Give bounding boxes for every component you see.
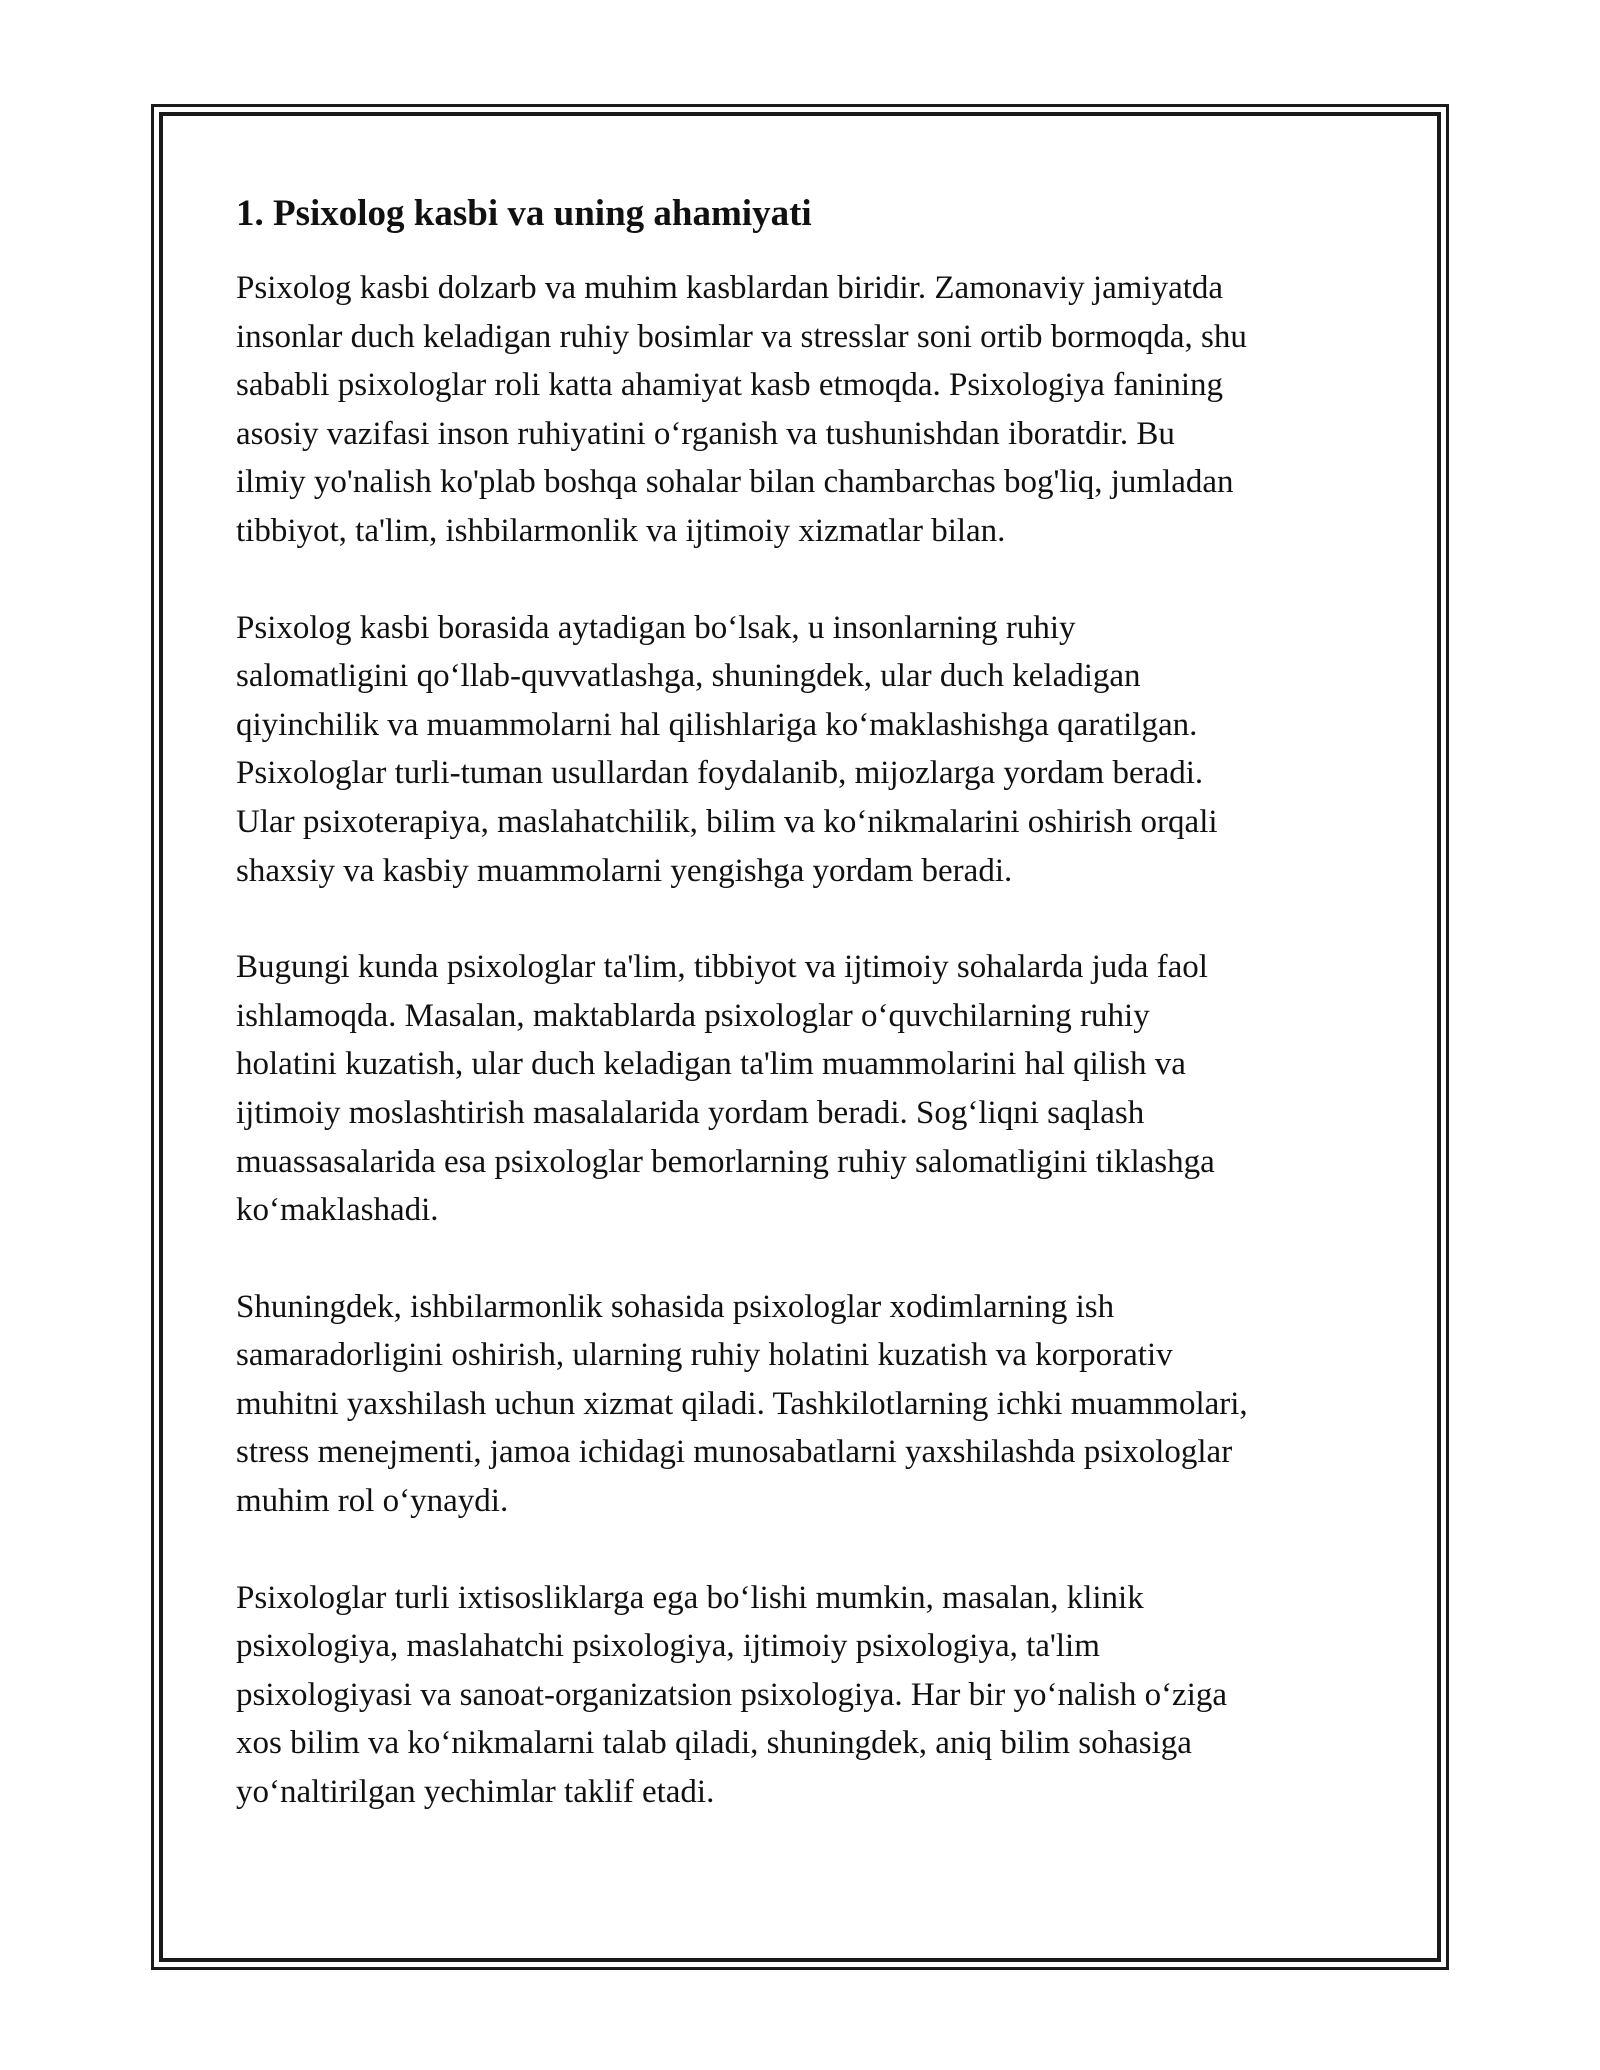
paragraph: Psixologlar turli ixtisosliklarga ega boʻlishi mumkin, masalan, klinik psixologiya, maslahatchi psixologiya, ijtimoiy psixologiya, ta'lim psixologiyasi va sanoat-organizatsion psixologiya. Har bir yoʻnalish oʻziga xos bilim va koʻnikmalarni talab qiladi, shuningdek, aniq bilim sohasiga yoʻnaltirilgan yechimlar taklif etadi. <box>236 1579 1228 1811</box>
paragraph: Bugungi kunda psixologlar ta'lim, tibbiyot va ijtimoiy sohalarda juda faol ishlamoqda. Masalan, maktablarda psixologlar oʻquvchilarning ruhiy holatini kuzatish, ular duch keladigan ta'lim muammolarini hal qilish va ijtimoiy moslashtirish masalalarida yordam beradi. Sogʻliqni saqlash muassasalarida esa psixologlar bemorlarning ruhiy salomatligini tiklashga koʻmaklashadi. <box>236 949 1215 1229</box>
paragraph: Psixolog kasbi dolzarb va muhim kasblardan biridir. Zamonaviy jamiyatda insonlar duch keladigan ruhiy bosimlar va stresslar soni ortib bormoqda, shu sababli psixologlar roli katta ahamiyat kasb etmoqda. Psixologiya fanining asosiy vazifasi inson ruhiyatini oʻrganish va tushunishdan iboratdir. Bu ilmiy yo'nalish ko'plab boshqa sohalar bilan chambarchas bog'liq, jumladan tibbiyot, ta'lim, ishbilarmonlik va ijtimoiy xizmatlar bilan. <box>236 270 1247 549</box>
paragraph: Psixolog kasbi borasida aytadigan boʻlsak, u insonlarning ruhiy salomatligini qoʻllab-quvvatlashga, shuningdek, ular duch keladigan qiyinchilik va muammolarni hal qilishlariga koʻmaklashishga qaratilgan. Psixologlar turli-tuman usullardan foydalanib, mijozlarga yordam beradi. Ular psixoterapiya, maslahatchilik, bilim va koʻnikmalarini oshirish orqali shaxsiy va kasbiy muammolarni yengishga yordam beradi. <box>236 609 1218 889</box>
document-body <box>236 186 1366 1865</box>
paragraph: Shuningdek, ishbilarmonlik sohasida psixologlar xodimlarning ish samaradorligini oshirish, ularning ruhiy holatini kuzatish va korporativ muhitni yaxshilash uchun xizmat qiladi. Tashkilotlarning ichki muammolari, stress menejmenti, jamoa ichidagi munosabatlarni yaxshilashda psixologlar muhim rol oʻynaydi. <box>236 1288 1248 1520</box>
section-heading: 1. Psixolog kasbi va uning ahamiyati <box>236 193 812 234</box>
